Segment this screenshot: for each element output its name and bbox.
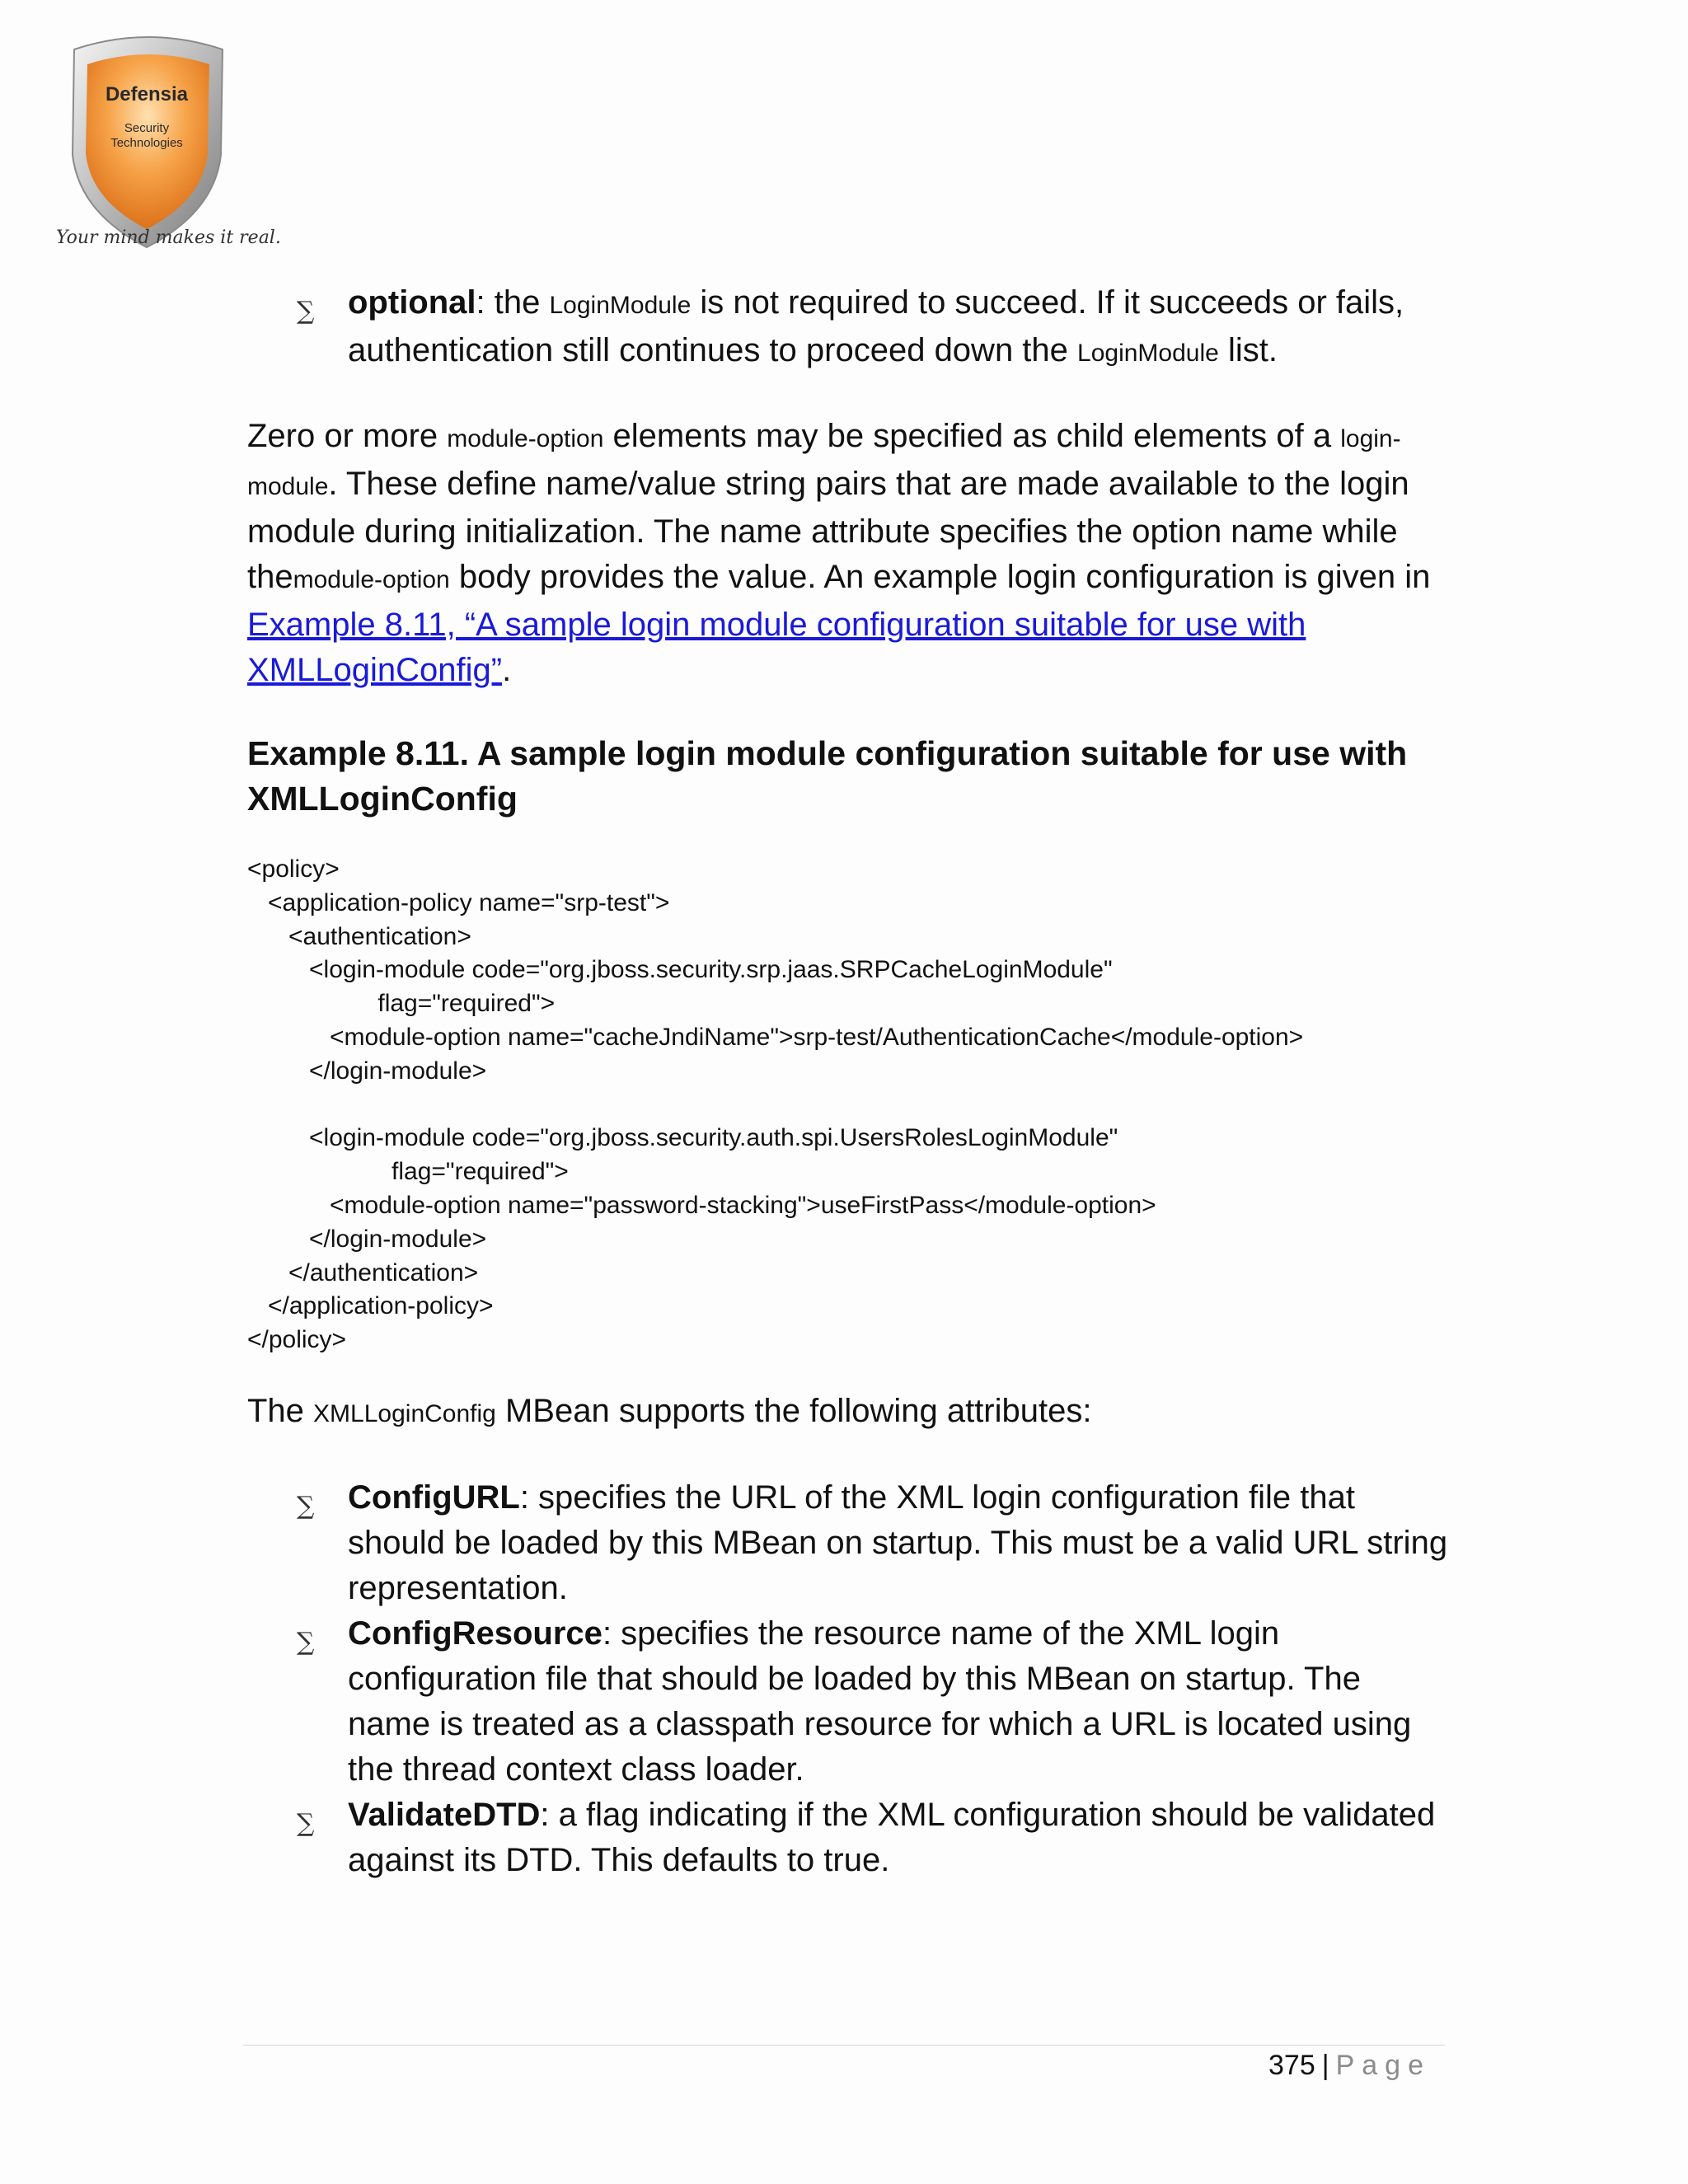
logo-brand: Defensia bbox=[105, 83, 189, 105]
attribute-desc: : a flag indicating if the XML configuration should be validated against its DTD. This defaults to true. bbox=[348, 1796, 1436, 1878]
inline-code: login-module bbox=[247, 425, 1401, 500]
text: list. bbox=[1218, 332, 1278, 368]
logo-line2: Technologies bbox=[110, 136, 183, 150]
footer-divider bbox=[243, 2045, 1445, 2046]
sigma-bullet-icon: ∑ bbox=[297, 297, 315, 326]
attribute-term: ValidateDTD bbox=[348, 1796, 541, 1833]
bullet-optional bbox=[247, 280, 1451, 376]
page-label: Page bbox=[1335, 2050, 1431, 2081]
text: MBean supports the following attributes: bbox=[495, 1392, 1092, 1429]
text: Zero or more bbox=[247, 418, 448, 454]
attribute-item-configresource bbox=[247, 1611, 1451, 1793]
paragraph-attributes-intro bbox=[247, 1389, 1451, 1436]
text: The bbox=[247, 1392, 314, 1429]
example-heading: Example 8.11. A sample login module configuration suitable for use with XMLLoginConfig bbox=[247, 734, 1408, 818]
term-optional: optional bbox=[348, 284, 476, 321]
attribute-desc: : specifies the URL of the XML login configuration file that should be loaded by this MBean on startup. This must be a valid URL string representation. bbox=[348, 1479, 1448, 1606]
page-number: 375 bbox=[1268, 2050, 1315, 2081]
attribute-term: ConfigResource bbox=[348, 1615, 603, 1652]
attribute-list bbox=[247, 1475, 1451, 1883]
logo-tagline: Your mind makes it real. bbox=[56, 227, 281, 248]
shield-logo-icon bbox=[58, 31, 235, 254]
sigma-bullet-icon: ∑ bbox=[297, 1808, 315, 1838]
attribute-desc: : specifies the resource name of the XML login configuration file that should be loaded by this MBean on startup. The name is treated as a classpath resource for which a URL is located using the thread context class loader. bbox=[348, 1615, 1412, 1788]
inline-code: module-option bbox=[293, 566, 450, 593]
company-logo bbox=[56, 31, 281, 254]
page-footer bbox=[1268, 2047, 1431, 2083]
inline-code: LoginModule bbox=[1077, 340, 1219, 367]
sigma-bullet-icon: ∑ bbox=[297, 1627, 315, 1657]
text: : the bbox=[476, 284, 550, 321]
sigma-bullet-icon: ∑ bbox=[297, 1491, 315, 1521]
attribute-item-configurl bbox=[247, 1475, 1451, 1611]
logo-line1: Security bbox=[124, 121, 170, 135]
inline-code: module-option bbox=[447, 425, 604, 452]
attribute-term: ConfigURL bbox=[348, 1479, 520, 1516]
code-block: <policy> <application-policy name="srp-test"> <authentication> <login-module code="org.jboss.security.srp.jaas.SRPCacheLoginModule" flag="required"> <module-option name="cacheJndiName">srp-test/AuthenticationCache</module-option> </login-module> <login-module code="org.jboss.security.auth.spi.UsersRolesLoginModule" flag="required"> <module-option name="password-stacking">useFirstPass</module-option> </login-module> </authentication> </application-policy> </policy> bbox=[247, 855, 1304, 1354]
footer-separator: | bbox=[1321, 2050, 1329, 2081]
text: is not required to succeed. If it succeeds or fails, authentication still continues to proceed down the bbox=[348, 284, 1404, 368]
inline-code: LoginModule bbox=[549, 292, 692, 319]
example-8-11-link[interactable]: Example 8.11, “A sample login module configuration suitable for use with XMLLoginConfig” bbox=[247, 607, 1306, 688]
inline-code: XMLLoginConfig bbox=[313, 1399, 496, 1427]
paragraph-module-options bbox=[247, 414, 1451, 693]
text: elements may be specified as child elements of a bbox=[603, 418, 1341, 454]
page-content bbox=[247, 280, 1451, 1883]
attribute-item-validatedtd bbox=[247, 1793, 1451, 1883]
text: body provides the value. An example login configuration is given in bbox=[449, 559, 1431, 595]
text: . These define name/value string pairs that are made available to the login module during initialization. The name attribute specifies the option name while the bbox=[247, 466, 1409, 595]
text: . bbox=[502, 652, 512, 688]
